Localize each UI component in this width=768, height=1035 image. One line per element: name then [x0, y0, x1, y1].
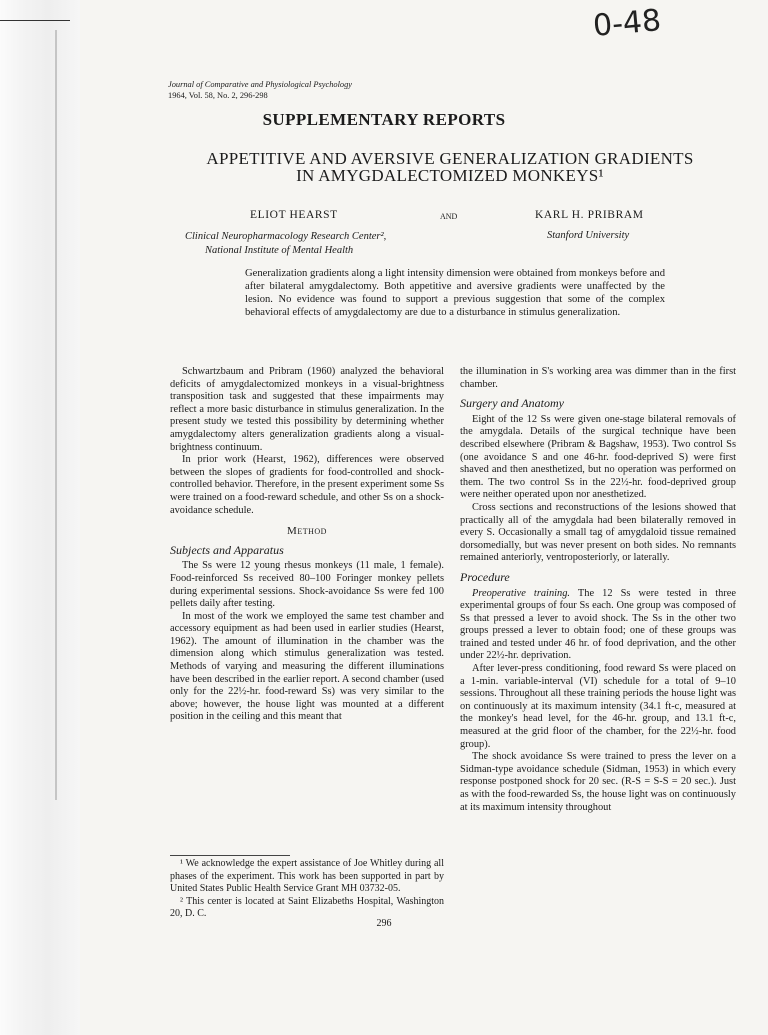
abstract: Generalization gradients along a light intensity dimension were obtained from monkeys before and after bilateral amygdalectomy. Both appetitive and aversive gradients were unaffected by the lesion. No evidence was found to support a previous suggestion that some of the complex behavioral effects of amygdalectomy are due to a disturbance in stimulus generalization.	[245, 268, 665, 319]
article-title: APPETITIVE AND AVERSIVE GENERALIZATION GRADIENTS IN AMYGDALECTOMIZED MONKEYS¹	[206, 149, 694, 185]
affiliation-line: Clinical Neuropharmacology Research Center²,	[185, 231, 387, 242]
section-title: SUPPLEMENTARY REPORTS	[262, 110, 506, 129]
journal-citation: 1964, Vol. 58, No. 2, 296-298	[168, 91, 268, 100]
body-paragraph: The shock avoidance Ss were trained to press the lever on a Sidman-type avoidance schedule (Sidman, 1953) in which every response postponed shock for 20 sec. (R-S = S-S = 20 sec.). Just as with the food-rewarded Ss, the house light was on continuously at its maximum intensity throughout	[460, 751, 736, 813]
body-paragraph: Cross sections and reconstructions of the lesions showed that practically all of the amygdala had been bilaterally removed in every S. Occasionally a small tag of amygdaloid tissue remained dorsomedially, but was never present on both sides. No remnants remained anteriorly, ventroposteriorly, or laterally.	[460, 501, 736, 564]
body-paragraph: In prior work (Hearst, 1962), differences were observed between the slopes of gradients for food-controlled and shock-controlled behavior. Therefore, in the present experiment some Ss were trained on a food-reward schedule, and other Ss on a shock-avoidance schedule.	[170, 454, 444, 516]
procedure-heading: Procedure	[460, 569, 510, 584]
author-affiliation	[185, 230, 386, 258]
method-heading: Method	[287, 525, 327, 538]
body-paragraph	[460, 588, 736, 664]
footnote: ¹ We acknowledge the expert assistance of Joe Whitley during all phases of the experiment. This work has been supported in part by United States Public Health Service Grant MH 03732-05.	[170, 858, 444, 895]
paragraph-text: The 12 Ss were tested in three experimental groups of four Ss each. One group was composed of Ss that pressed a lever to avoid shock. The Ss in the other two groups pressed a lever to obtain food; one of these groups was trained and tested under 46 hr. of food deprivation, and the other under 22½-hr. deprivation.	[460, 587, 736, 662]
footnote-rule	[170, 855, 290, 856]
footnotes	[170, 858, 444, 921]
right-column	[460, 366, 736, 814]
page-number: 296	[376, 918, 392, 929]
body-paragraph: Schwartzbaum and Pribram (1960) analyzed the behavioral deficits of amygdalectomized monkeys in a visual-brightness transposition task and suggested that these impairments may reflect a more basic disturbance in stimulus generalization. In the present study we tested this possibility by determining whether amygdalectomy alters generalization gradients along a visual-brightness continuum.	[170, 366, 444, 453]
runin-heading: Preoperative training.	[472, 587, 571, 599]
footnote: ² This center is located at Saint Elizabeths Hospital, Washington 20, D. C.	[170, 895, 444, 920]
author-name: ELIOT HEARST	[250, 209, 338, 221]
surgery-heading: Surgery and Anatomy	[460, 396, 564, 411]
journal-name: Journal of Comparative and Physiological Psychology	[168, 80, 352, 89]
body-paragraph: the illumination in S's working area was dimmer than in the first chamber.	[460, 366, 736, 390]
handwritten-annotation: 0-48	[591, 3, 663, 44]
affiliation-line: National Institute of Mental Health	[205, 245, 354, 256]
journal-header	[168, 79, 352, 101]
body-paragraph: Eight of the 12 Ss were given one-stage bilateral removals of the amygdala. Details of the surgical technique have been described elsewhere (Pribram & Bagshaw, 1953). Two control Ss (one avoidance S and one 46-hr. food-deprived S) were first shaved and then anesthetized, but no operation was performed on them. The two control Ss in the 22½-hr. food-deprived group were neither operated upon nor anesthetized.	[460, 413, 736, 501]
scan-binding-shadow	[55, 30, 57, 800]
scan-mark	[0, 20, 70, 21]
author-affiliation: Stanford University	[547, 230, 630, 241]
author-conjunction: AND	[440, 212, 458, 221]
author-name: KARL H. PRIBRAM	[535, 209, 644, 221]
scan-left-edge	[0, 0, 80, 1035]
body-paragraph: The Ss were 12 young rhesus monkeys (11 male, 1 female). Food-reinforced Ss received 80–100 Foringer monkey pellets during experimental sessions. Shock-avoidance Ss were fed 100 pellets daily after testing.	[170, 560, 444, 610]
subjects-heading: Subjects and Apparatus	[170, 542, 284, 557]
body-paragraph: In most of the work we employed the same test chamber and accessory equipment as had been used in earlier studies (Hearst, 1962). The amount of illumination in the chamber was the dimension along which stimulus generalization was tested. Methods of varying and measuring the different illuminations have been described in the earlier report. A second chamber (used only for the 22½-hr. food-reward Ss) was very similar to the above; however, the house light was mounted at a different position in the ceiling and this meant that	[170, 610, 444, 723]
left-column	[170, 366, 444, 724]
body-paragraph: After lever-press conditioning, food reward Ss were placed on a 1-min. variable-interval (VI) schedule for a total of 9–10 sessions. Throughout all these training periods the house light was on continuously at its maximum intensity (34.1 ft-c, measured at the monkey's head level, for the 46-hr. group, and 13.1 ft-c, measured at the grid floor of the chamber, for the 22½-hr. food group).	[460, 663, 736, 750]
